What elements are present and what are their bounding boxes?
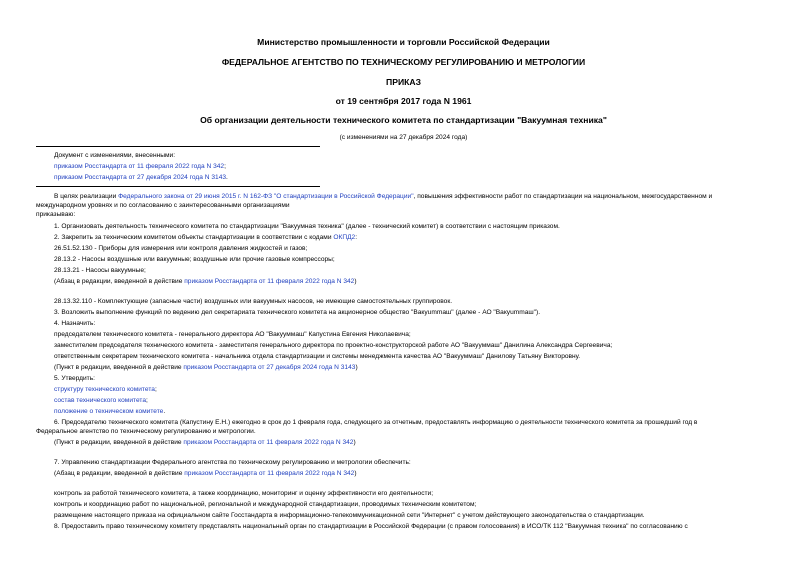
- note-text: (Абзац в редакции, введенной в действие: [54, 278, 185, 285]
- code-line: 28.13.32.110 - Комплектующие (запасные части) воздушных или вакуумных насосов, не имеющие самостоятельных группировок.: [54, 298, 453, 305]
- changes-note: (с изменениями на 27 декабря 2024 года): [339, 134, 468, 141]
- committee-composition-link[interactable]: состав технического комитета: [54, 397, 147, 404]
- document-title: Об организации деятельности технического комитета по стандартизации "Вакуумная техника": [200, 115, 607, 125]
- federal-law-link[interactable]: Федерального закона от 29 июня 2015 г. N 162-ФЗ "О стандартизации в Российской Федерации": [118, 193, 414, 200]
- amendment-item: [54, 174, 228, 182]
- committee-structure-link[interactable]: структуру технического комитета: [54, 386, 155, 393]
- appoint-secretary: ответственным секретарем технического комитета - начальника отдела стандартизации и системы менеджмента качества АО "Вакууммаш" Данилову Татьяну Викторовну.: [54, 353, 581, 360]
- edition-note: [54, 470, 357, 478]
- approve-line: [54, 397, 148, 405]
- edition-note: [54, 364, 358, 372]
- edition-note: [54, 278, 357, 286]
- committee-regulation-link[interactable]: положение о техническом комитете: [54, 408, 164, 415]
- item-8: 8. Предоставить право техническому комитету представлять национальный орган по стандартизации в Российской Федерации (с правом голосования) в ИСО/ТК 112 "Вакуумная техника" по согласованию с: [54, 523, 688, 530]
- punctuation: .: [163, 408, 166, 415]
- approve-line: [54, 386, 157, 394]
- item-2: [54, 234, 357, 242]
- ministry-heading: Министерство промышленности и торговли Российской Федерации: [257, 37, 550, 47]
- punctuation: ): [355, 364, 358, 371]
- order-2022-link[interactable]: приказом Росстандарта от 11 февраля 2022 года N 342: [183, 439, 354, 446]
- item-3: 3. Возложить выполнение функций по ведению дел секретариата технического комитета на акционерное общество "Вакуummаш" (далее - АО "Вакуummаш").: [54, 309, 541, 316]
- punctuation: ;: [146, 397, 148, 404]
- punctuation: ;: [224, 163, 226, 170]
- order-2024-link[interactable]: приказом Росстандарта от 27 декабря 2024 года N 3143: [183, 364, 356, 371]
- appoint-chair: председателем технического комитета - генерального директора АО "Вакууммаш" Капустина Евгения Николаевича;: [54, 331, 411, 338]
- doc-type-heading: ПРИКАЗ: [386, 77, 421, 87]
- item-4: 4. Назначить:: [54, 320, 96, 327]
- amendments-bottom-rule: [36, 186, 320, 187]
- order-2022-link[interactable]: приказом Росстандарта от 11 февраля 2022 года N 342: [184, 278, 355, 285]
- note-text: (Абзац в редакции, введенной в действие: [54, 470, 185, 477]
- amendment-link-2024[interactable]: приказом Росстандарта от 27 декабря 2024 года N 3143: [54, 174, 227, 181]
- appoint-deputy: заместителем председателя технического комитета - заместителя генерального директора по проектно-конструкторской работе АО "Вакууммаш" Данилина Александра Сергеевича;: [54, 342, 613, 349]
- item-5: 5. Утвердить:: [54, 375, 95, 382]
- item-text: 2. Закрепить за техническим комитетом объекты стандартизации в соответствии с кодами: [54, 234, 334, 241]
- punctuation: .: [226, 174, 228, 181]
- date-number-heading: от 19 сентября 2017 года N 1961: [335, 96, 472, 106]
- control-line: контроль за работой технического комитета, а также координацию, мониторинг и оценку эффективности его деятельности;: [54, 490, 434, 497]
- note-text: (Пункт в редакции, введенной в действие: [54, 439, 184, 446]
- code-line: 28.13.21 - Насосы вакуумные;: [54, 267, 146, 274]
- punctuation: :: [355, 234, 358, 241]
- preamble-text: , повышения эффективности работ по стандартизации на национальном, межгосударственном и: [413, 193, 713, 200]
- edition-note: [54, 439, 356, 447]
- punctuation: ): [354, 470, 357, 477]
- orders-word: приказываю:: [36, 211, 76, 218]
- punctuation: ;: [154, 386, 157, 393]
- item-6-line-1: 6. Председателю технического комитета (Капустину Е.Н.) ежегодно в срок до 1 февраля года, следующего за отчетным, предоставлять информацию о деятельности технического комитета за прошедший год в: [54, 419, 698, 426]
- code-line: 26.51.52.130 - Приборы для измерения или контроля давления жидкостей и газов;: [54, 245, 308, 252]
- approve-line: [54, 408, 165, 416]
- okpd2-link[interactable]: ОКПД2: [333, 234, 356, 241]
- item-1: 1. Организовать деятельность технического комитета по стандартизации "Вакуумная техника" (далее - технический комитет) в соответствии с настоящим приказом.: [54, 223, 560, 230]
- item-6-line-2: Федеральное агентство по техническому регулированию и метрологии.: [36, 428, 256, 435]
- preamble-text: В целях реализации: [54, 193, 119, 200]
- control-line: размещение настоящего приказа на официальном сайте Госстандарта в информационно-телекоммуникационной сети "Интернет" с учетом действующего законодательства о стандартизации.: [54, 512, 645, 519]
- item-7: 7. Управлению стандартизации Федерального агентства по техническому регулированию и метрологии обеспечить:: [54, 459, 411, 466]
- order-2022-link[interactable]: приказом Росстандарта от 11 февраля 2022 года N 342: [184, 470, 355, 477]
- agency-heading: ФЕДЕРАЛЬНОЕ АГЕНТСТВО ПО ТЕХНИЧЕСКОМУ РЕГУЛИРОВАНИЮ И МЕТРОЛОГИИ: [221, 57, 586, 67]
- control-line: контроль и координацию работ по национальной, региональной и международной стандартизации, проводимых техническим комитетом;: [54, 501, 477, 508]
- preamble-line-1: [54, 193, 712, 201]
- amendments-intro: Документ с изменениями, внесенными:: [54, 152, 176, 159]
- code-line: 28.13.2 - Насосы воздушные или вакуумные; воздушные или прочие газовые компрессоры;: [54, 256, 335, 263]
- punctuation: ): [353, 439, 356, 446]
- amendment-item: [54, 163, 226, 171]
- punctuation: ): [354, 278, 357, 285]
- preamble-line-2: международном уровнях и по согласованию с заинтересованными организациями: [36, 202, 290, 209]
- amendments-top-rule: [36, 146, 320, 147]
- note-text: (Пункт в редакции, введенной в действие: [54, 364, 184, 371]
- amendment-link-2022[interactable]: приказом Росстандарта от 11 февраля 2022 года N 342: [54, 163, 225, 170]
